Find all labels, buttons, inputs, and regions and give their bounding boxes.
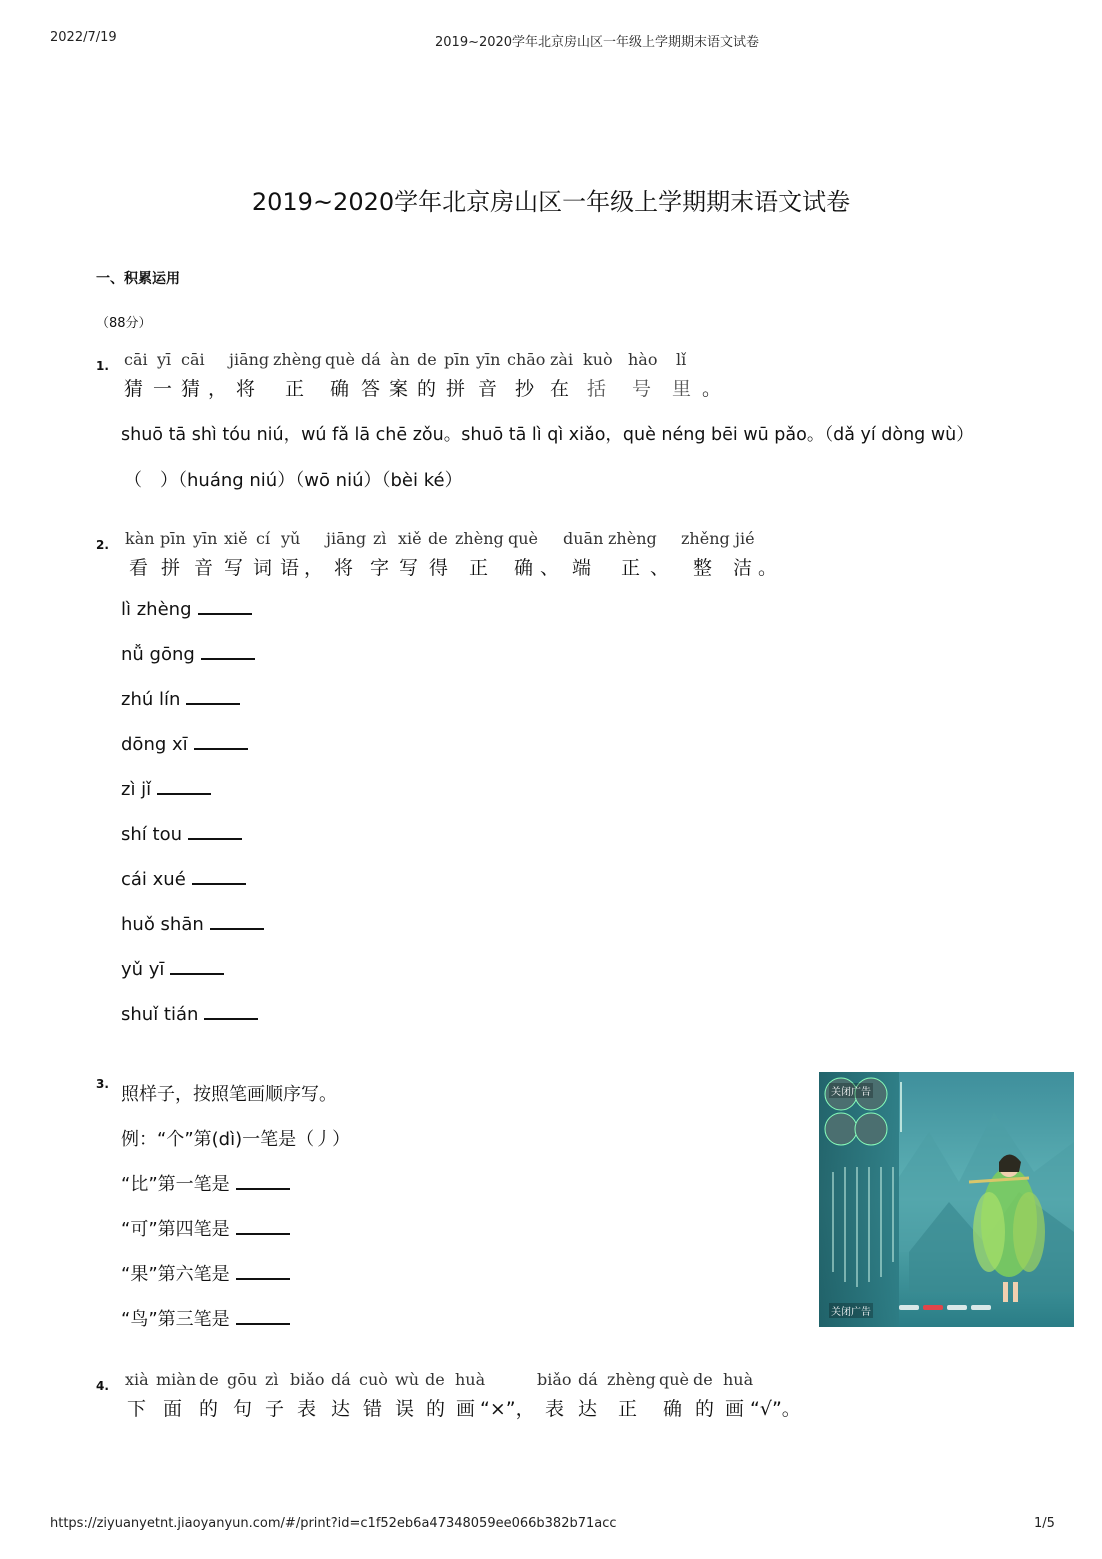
q2-item: [121, 734, 248, 755]
answer-blank[interactable]: [157, 779, 211, 795]
pinyin-syllable: xiě: [398, 529, 422, 548]
q2-item: [121, 869, 246, 890]
pinyin-syllable: jiāng: [326, 529, 367, 548]
pinyin-syllable: cuò: [359, 1370, 388, 1389]
hanzi-char: 字: [370, 557, 390, 579]
pinyin-syllable: duān: [563, 529, 604, 548]
hanzi-char: 号: [632, 378, 652, 400]
pinyin-syllable: zài: [550, 350, 574, 369]
hanzi-char: 确: [663, 1398, 683, 1420]
hanzi-char: 的: [695, 1398, 715, 1420]
pinyin-syllable: àn: [390, 350, 410, 369]
pinyin-syllable: de: [428, 529, 448, 548]
q2-item-pinyin: lì zhèng: [121, 599, 192, 620]
q1-riddle-text: shuō tā shì tóu niú，wú fǎ lā chē zǒu。shuō tā lì qì xiǎo，què néng bēi wū pǎo。（dǎ yí dòng wù）: [121, 425, 974, 445]
hanzi-char: 达: [578, 1398, 598, 1420]
pinyin-syllable: què: [659, 1370, 690, 1389]
hanzi-char: 洁: [733, 557, 753, 579]
q2-item: [121, 689, 240, 710]
answer-blank[interactable]: [210, 914, 264, 930]
question-number-1: 1.: [96, 359, 109, 373]
pinyin-syllable: xià: [125, 1370, 149, 1389]
hanzi-char: 画: [725, 1398, 745, 1420]
pinyin-syllable: zhèng: [608, 529, 657, 548]
answer-blank[interactable]: [194, 734, 248, 750]
hanzi-char: 。: [758, 557, 778, 579]
hanzi-char: 正: [285, 378, 305, 400]
pinyin-syllable: zhèng: [273, 350, 322, 369]
answer-blank[interactable]: [236, 1219, 290, 1235]
q2-item: [121, 599, 252, 620]
q2-item-pinyin: shuǐ tián: [121, 1004, 199, 1025]
hanzi-char: 将: [236, 378, 256, 400]
q4-hanzi-row: [0, 1394, 900, 1420]
answer-blank[interactable]: [188, 824, 242, 840]
hanzi-char: 正: [469, 557, 489, 579]
hanzi-char: 句: [233, 1398, 253, 1420]
pinyin-syllable: de: [693, 1370, 713, 1389]
answer-blank[interactable]: [204, 1004, 258, 1020]
q2-pinyin-row: [0, 529, 900, 551]
hanzi-char: 确: [330, 378, 350, 400]
hanzi-char: 将: [334, 557, 354, 579]
q2-item-pinyin: shí tou: [121, 824, 182, 845]
section-heading: 一、积累运用: [96, 271, 180, 287]
hanzi-char: 面: [163, 1398, 183, 1420]
q1-pinyin-row: [0, 350, 900, 372]
pinyin-syllable: xiě: [224, 529, 248, 548]
pinyin-syllable: yīn: [193, 529, 218, 548]
pinyin-syllable: lǐ: [676, 350, 687, 369]
answer-blank[interactable]: [201, 644, 255, 660]
pinyin-syllable: de: [199, 1370, 219, 1389]
pinyin-syllable: zì: [265, 1370, 279, 1389]
q2-item: [121, 644, 255, 665]
print-header-title: 2019~2020学年北京房山区一年级上学期期末语文试卷: [435, 35, 760, 50]
hanzi-char: 里: [672, 378, 692, 400]
question-number-4: 4.: [96, 1379, 109, 1393]
hanzi-char: 语: [280, 557, 300, 579]
question-number-2: 2.: [96, 538, 109, 552]
pinyin-syllable: huà: [455, 1370, 486, 1389]
section-score: （88分）: [96, 316, 152, 331]
hanzi-char: 正: [621, 557, 641, 579]
pinyin-syllable: cāi: [124, 350, 148, 369]
q2-item: [121, 1004, 258, 1025]
pinyin-syllable: yīn: [476, 350, 501, 369]
hanzi-char: 音: [478, 378, 498, 400]
hanzi-char: “×”，: [480, 1398, 535, 1420]
pinyin-syllable: chāo: [507, 350, 546, 369]
pinyin-syllable: yǔ: [281, 529, 301, 548]
hanzi-char: 案: [389, 378, 409, 400]
hanzi-char: 一: [153, 378, 173, 400]
pinyin-syllable: jié: [735, 529, 755, 548]
hanzi-char: 的: [426, 1398, 446, 1420]
footer-url[interactable]: https://ziyuanyetnt.jiaoyanyun.com/#/print?id=c1f52eb6a47348059ee066b382b71acc: [50, 1516, 617, 1531]
hanzi-char: 端: [572, 557, 592, 579]
print-date: 2022/7/19: [50, 30, 117, 45]
q3-instruction: 照样子，按照笔画顺序写。: [121, 1084, 337, 1105]
hanzi-char: 拼: [446, 378, 466, 400]
hanzi-char: 下: [127, 1398, 147, 1420]
hanzi-char: ，: [304, 557, 324, 579]
pinyin-syllable: de: [417, 350, 437, 369]
q2-item-pinyin: yǔ yī: [121, 959, 165, 980]
hanzi-char: 正: [618, 1398, 638, 1420]
answer-blank[interactable]: [186, 689, 240, 705]
hanzi-char: 。: [702, 378, 722, 400]
hanzi-char: 的: [199, 1398, 219, 1420]
q3-example: 例：“个”第(dì)一笔是（丿）: [121, 1129, 351, 1150]
hanzi-char: 写: [224, 557, 244, 579]
hanzi-char: 、: [540, 557, 560, 579]
pinyin-syllable: zì: [373, 529, 387, 548]
q3-item-text: “比”第一笔是: [121, 1174, 230, 1195]
pinyin-syllable: miàn: [156, 1370, 197, 1389]
pinyin-syllable: kuò: [583, 350, 613, 369]
q3-item: [121, 1305, 290, 1331]
q1-answer-options: （ ）（huáng niú）（wō niú）（bèi ké）: [124, 470, 463, 491]
q2-item-pinyin: cái xué: [121, 869, 186, 890]
close-ad-button[interactable]: 关闭广告: [829, 1083, 873, 1098]
hanzi-char: 误: [395, 1398, 415, 1420]
pinyin-syllable: zhèng: [607, 1370, 656, 1389]
pinyin-syllable: de: [425, 1370, 445, 1389]
hanzi-char: 拼: [161, 557, 181, 579]
q3-item: [121, 1170, 290, 1196]
answer-blank[interactable]: [236, 1174, 290, 1190]
hanzi-char: 在: [550, 378, 570, 400]
hanzi-char: 词: [253, 557, 273, 579]
q2-item-pinyin: huǒ shān: [121, 914, 204, 935]
hanzi-char: 写: [399, 557, 419, 579]
pinyin-syllable: cí: [256, 529, 271, 548]
pinyin-syllable: zhèng: [455, 529, 504, 548]
pinyin-syllable: yī: [157, 350, 172, 369]
hanzi-char: 得: [429, 557, 449, 579]
q4-pinyin-row: [0, 1370, 900, 1392]
pinyin-syllable: dá: [331, 1370, 351, 1389]
hanzi-char: 达: [331, 1398, 351, 1420]
pinyin-syllable: wù: [395, 1370, 419, 1389]
pinyin-syllable: jiāng: [229, 350, 270, 369]
pinyin-syllable: biǎo: [537, 1370, 572, 1389]
hanzi-char: 音: [194, 557, 214, 579]
q2-item-pinyin: zì jǐ: [121, 779, 152, 800]
answer-blank[interactable]: [198, 599, 252, 615]
hanzi-char: 猜: [181, 378, 201, 400]
q3-item-text: “可”第四笔是: [121, 1219, 230, 1240]
hanzi-char: 括: [587, 378, 607, 400]
pinyin-syllable: huà: [723, 1370, 754, 1389]
hanzi-char: “√”。: [750, 1398, 801, 1420]
q3-item: [121, 1215, 290, 1241]
answer-blank[interactable]: [170, 959, 224, 975]
q2-item: [121, 779, 211, 800]
hanzi-char: 整: [693, 557, 713, 579]
pinyin-syllable: biǎo: [290, 1370, 325, 1389]
pinyin-syllable: cāi: [181, 350, 205, 369]
q3-item-text: “果”第六笔是: [121, 1264, 230, 1285]
close-ad-button[interactable]: 关闭广告: [829, 1303, 873, 1318]
answer-blank[interactable]: [192, 869, 246, 885]
answer-blank[interactable]: [236, 1309, 290, 1325]
page-number: 1/5: [1034, 1516, 1055, 1531]
q2-hanzi-row: [0, 553, 900, 579]
q3-item: [121, 1260, 290, 1286]
hanzi-char: 表: [545, 1398, 565, 1420]
pinyin-syllable: gōu: [227, 1370, 258, 1389]
pinyin-syllable: hào: [628, 350, 658, 369]
page-title: 2019~2020学年北京房山区一年级上学期期末语文试卷: [251, 188, 851, 216]
pinyin-syllable: zhěng: [681, 529, 730, 548]
q2-item-pinyin: zhú lín: [121, 689, 181, 710]
hanzi-char: 答: [361, 378, 381, 400]
answer-blank[interactable]: [236, 1264, 290, 1280]
question-number-3: 3.: [96, 1077, 109, 1091]
pinyin-syllable: què: [508, 529, 539, 548]
pinyin-syllable: kàn: [125, 529, 155, 548]
hanzi-char: 抄: [515, 378, 535, 400]
q2-item: [121, 824, 242, 845]
hanzi-char: 确: [514, 557, 534, 579]
q1-hanzi-row: [0, 374, 900, 400]
pinyin-syllable: què: [325, 350, 356, 369]
q2-item-pinyin: nǚ gōng: [121, 644, 195, 665]
advertisement-illustration: [819, 1072, 1074, 1327]
hanzi-char: 画: [456, 1398, 476, 1420]
pinyin-syllable: dá: [578, 1370, 598, 1389]
pinyin-syllable: pīn: [160, 529, 186, 548]
hanzi-char: 猜: [124, 378, 144, 400]
hanzi-char: 的: [417, 378, 437, 400]
hanzi-char: 看: [129, 557, 149, 579]
hanzi-char: ，: [208, 378, 228, 400]
hanzi-char: 错: [363, 1398, 383, 1420]
pinyin-syllable: dá: [361, 350, 381, 369]
q2-item-pinyin: dōng xī: [121, 734, 188, 755]
pinyin-syllable: pīn: [444, 350, 470, 369]
q2-item: [121, 959, 224, 980]
q2-item: [121, 914, 264, 935]
hanzi-char: 表: [297, 1398, 317, 1420]
hanzi-char: 子: [265, 1398, 285, 1420]
advertisement-banner[interactable]: [819, 1072, 1074, 1327]
hanzi-char: 、: [650, 557, 670, 579]
q3-item-text: “鸟”第三笔是: [121, 1309, 230, 1330]
